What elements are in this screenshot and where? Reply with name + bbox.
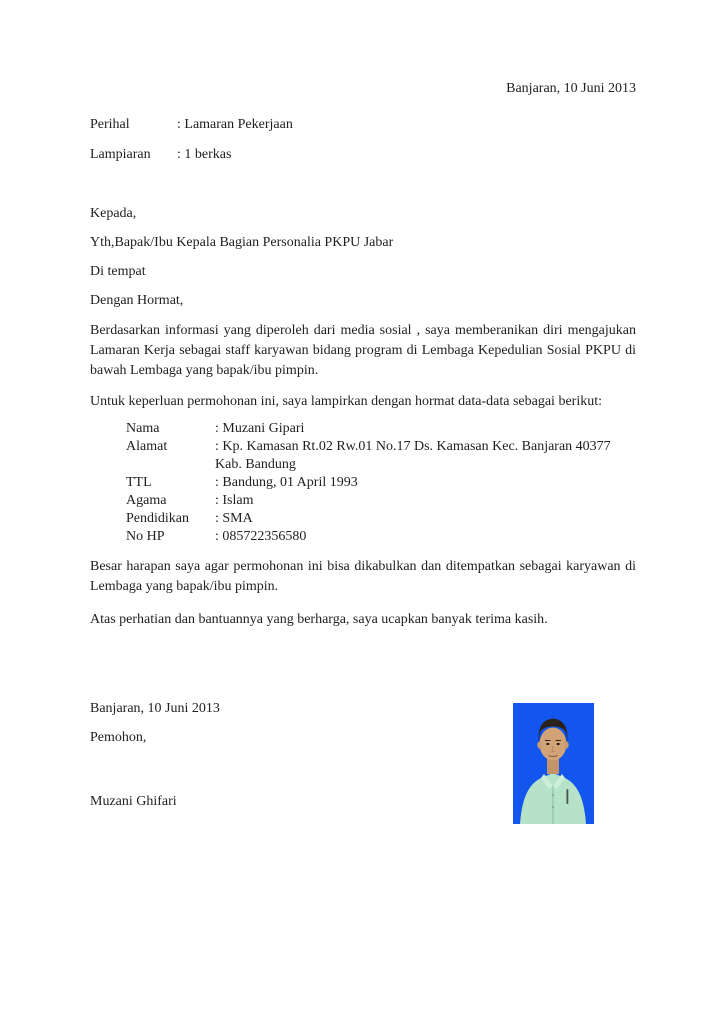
data-label: No HP [126,529,165,544]
meta-row-perihal [90,115,636,135]
body-paragraph-4: Atas perhatian dan bantuannya yang berharga, saya ucapkan banyak terima kasih. [90,612,548,627]
data-row-ttl [126,474,636,492]
meta-value: : 1 berkas [177,147,232,162]
data-row-pendidikan [126,510,636,528]
data-row-no-hp [126,528,636,546]
data-value: : Muzani Gipari [215,421,305,436]
body-paragraph-1: Berdasarkan informasi yang diperoleh dari media sosial , saya memberanikan diri mengajukan Lamaran Kerja sebagai staff karyawan bidang program di Lembaga Kepedulian Sosial PKPU di bawah Lembaga yang bapak/ibu pimpin. [90,323,636,378]
meta-label: Lampiaran [90,147,151,162]
signature-applicant-label: Pemohon, [90,730,147,745]
data-label: TTL [126,475,152,490]
salutation: Dengan Hormat, [90,293,184,308]
meta-label: Perihal [90,117,130,132]
data-value: : Islam [215,493,254,508]
passport-photo-graphic [513,703,594,824]
data-row-nama [126,420,636,438]
data-value: : 085722356580 [215,529,307,544]
data-label: Alamat [126,439,168,454]
meta-row-lampiran [90,145,636,165]
date-line: Banjaran, 10 Juni 2013 [506,81,636,96]
data-row-alamat [126,438,636,474]
body-paragraph-3: Besar harapan saya agar permohonan ini bisa dikabulkan dan ditempatkan sebagai karyawan di Lembaga yang bapak/ibu pimpin. [90,559,636,594]
meta-value: : Lamaran Pekerjaan [177,117,293,132]
recipient-kepada: Kepada, [90,206,137,221]
data-row-agama [126,492,636,510]
recipient-di-tempat: Di tempat [90,264,146,279]
data-value: : Kp. Kamasan Rt.02 Rw.01 No.17 Ds. Kamasan Kec. Banjaran 40377 Kab. Bandung [215,439,611,472]
applicant-photo [513,703,594,824]
applicant-data-list [126,420,636,546]
data-value: : SMA [215,511,253,526]
signature-name: Muzani Ghifari [90,794,177,809]
signature-place-date: Banjaran, 10 Juni 2013 [90,701,220,716]
data-label: Nama [126,421,160,436]
data-label: Agama [126,493,167,508]
data-label: Pendidikan [126,511,189,526]
body-paragraph-2: Untuk keperluan permohonan ini, saya lampirkan dengan hormat data-data sebagai berikut: [90,394,602,409]
data-value: : Bandung, 01 April 1993 [215,475,358,490]
recipient-yth: Yth,Bapak/Ibu Kepala Bagian Personalia PKPU Jabar [90,235,394,250]
